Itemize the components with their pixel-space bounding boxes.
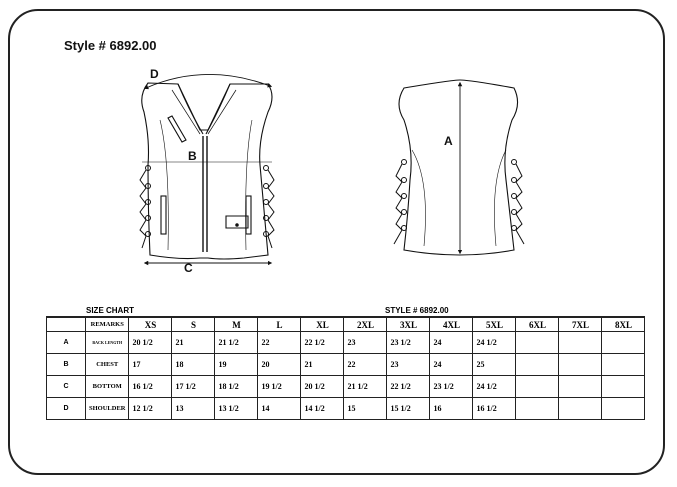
header-remarks: REMARKS (86, 317, 129, 332)
table-cell: 19 (215, 354, 258, 376)
table-cell: 17 (129, 354, 172, 376)
header-size: 4XL (430, 317, 473, 332)
header-size: 5XL (473, 317, 516, 332)
table-cell (602, 354, 645, 376)
table-cell (516, 398, 559, 420)
header-size: XS (129, 317, 172, 332)
front-vest-drawing (140, 83, 274, 259)
header-size: L (258, 317, 301, 332)
table-cell: 20 1/2 (129, 332, 172, 354)
row-key: D (47, 398, 86, 420)
table-cell: 23 (344, 332, 387, 354)
table-cell: 22 1/2 (387, 376, 430, 398)
header-size: 3XL (387, 317, 430, 332)
size-chart-table (46, 316, 645, 420)
header-size: 8XL (602, 317, 645, 332)
table-cell (559, 354, 602, 376)
size-chart-label: SIZE CHART (86, 306, 134, 315)
table-cell: 24 (430, 332, 473, 354)
table-cell: 16 1/2 (129, 376, 172, 398)
table-cell: 24 1/2 (473, 376, 516, 398)
table-cell: 19 1/2 (258, 376, 301, 398)
table-cell: 21 (301, 354, 344, 376)
row-key: C (47, 376, 86, 398)
table-cell: 14 1/2 (301, 398, 344, 420)
table-cell: 21 1/2 (215, 332, 258, 354)
header-size: 2XL (344, 317, 387, 332)
table-cell (516, 332, 559, 354)
dimension-letter-c: C (184, 261, 193, 275)
table-cell: 21 (172, 332, 215, 354)
table-header-row (47, 317, 645, 332)
table-cell: 12 1/2 (129, 398, 172, 420)
header-size: S (172, 317, 215, 332)
table-cell: 20 (258, 354, 301, 376)
table-cell (602, 398, 645, 420)
header-size: XL (301, 317, 344, 332)
table-cell: 15 (344, 398, 387, 420)
table-cell (602, 332, 645, 354)
style-title: Style # 6892.00 (64, 38, 157, 53)
dimension-letter-d: D (150, 67, 159, 81)
row-key: A (47, 332, 86, 354)
table-cell: 18 1/2 (215, 376, 258, 398)
row-name: CHEST (86, 354, 129, 376)
table-cell: 23 1/2 (430, 376, 473, 398)
table-cell: 23 1/2 (387, 332, 430, 354)
table-row (47, 332, 645, 354)
row-name: BACK LENGTH (86, 332, 129, 354)
table-cell: 13 (172, 398, 215, 420)
table-cell: 22 (344, 354, 387, 376)
table-cell (602, 376, 645, 398)
table-cell: 21 1/2 (344, 376, 387, 398)
header-size: 7XL (559, 317, 602, 332)
table-cell: 17 1/2 (172, 376, 215, 398)
table-cell: 15 1/2 (387, 398, 430, 420)
table-row (47, 354, 645, 376)
style-code-label: STYLE # 6892.00 (385, 306, 449, 315)
table-cell: 13 1/2 (215, 398, 258, 420)
table-cell (516, 354, 559, 376)
table-cell: 22 1/2 (301, 332, 344, 354)
table-cell (559, 376, 602, 398)
table-cell: 25 (473, 354, 516, 376)
back-vest-drawing (394, 80, 524, 255)
header-blank (47, 317, 86, 332)
table-cell: 22 (258, 332, 301, 354)
dimension-letter-b: B (188, 149, 197, 163)
table-cell (559, 398, 602, 420)
table-cell (559, 332, 602, 354)
table-row (47, 398, 645, 420)
row-name: BOTTOM (86, 376, 129, 398)
table-cell: 14 (258, 398, 301, 420)
row-name: SHOULDER (86, 398, 129, 420)
dimension-letter-a: A (444, 134, 453, 148)
shoulder-arrow (146, 74, 270, 88)
header-size: 6XL (516, 317, 559, 332)
header-size: M (215, 317, 258, 332)
table-cell: 16 1/2 (473, 398, 516, 420)
table-cell: 23 (387, 354, 430, 376)
table-cell: 16 (430, 398, 473, 420)
row-key: B (47, 354, 86, 376)
table-cell: 18 (172, 354, 215, 376)
table-cell: 20 1/2 (301, 376, 344, 398)
table-cell (516, 376, 559, 398)
table-cell: 24 1/2 (473, 332, 516, 354)
table-cell: 24 (430, 354, 473, 376)
table-row (47, 376, 645, 398)
